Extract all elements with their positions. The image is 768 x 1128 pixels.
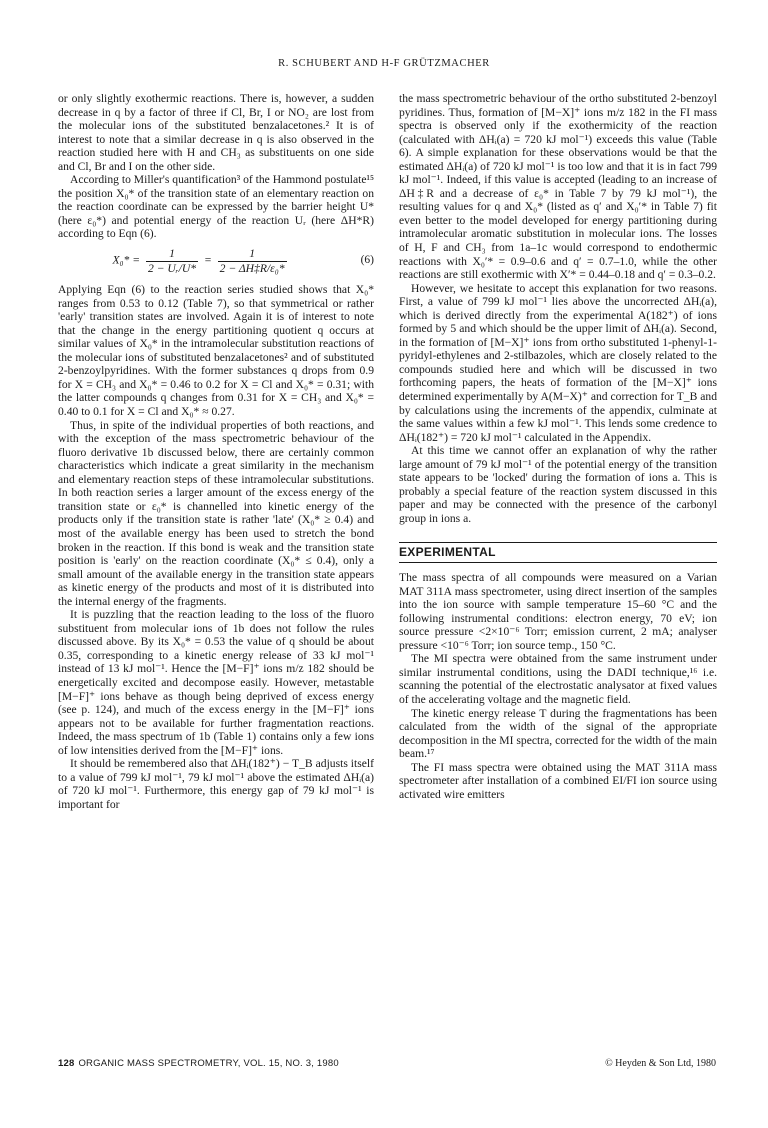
paragraph: The FI mass spectra were obtained using the MAT 311A mass spectrometer after installation of a combined EI/FI ion source using activated wire emitters	[399, 760, 717, 801]
fraction-1	[146, 247, 198, 275]
journal-citation: ORGANIC MASS SPECTROMETRY, VOL. 15, NO. 3, 1980	[78, 1058, 339, 1069]
equation-number: (6)	[360, 254, 374, 267]
paragraph: The MI spectra were obtained from the same instrument under similar instrumental conditions, using the DADI technique,¹⁶ i.e. scanning the potential of the electrostatic analysator at fixed values of the accelerating voltage and the magnetic field.	[399, 652, 717, 706]
equation-formula	[58, 247, 344, 275]
fraction-denominator: 2 − Uᵣ/U*	[147, 261, 197, 275]
paragraph: Thus, in spite of the individual properties of both reactions, and with the exception of the mass spectrometric behaviour of the fluoro derivative 1b discussed below, there are certainly common characteristics which indicate a great similarity in the mechanism and elementary reaction steps of these intramolecular substitutions. In both reaction series a larger amount of the excess energy of the transition state or ε₀* is channelled into kinetic energy of the products only if the transition state is rather 'late' (X₀* ≥ 0.4) and most of the available energy has been used to stretch the bond broken in the reaction. If this bond is weak and the transition state position is 'early' on the reaction coordinate (X₀* ≤ 0.4), only a small amount of the available energy in the transition state appears as kinetic energy of the products and most of it is distributed into the internal energy of the fragments.	[58, 418, 374, 608]
left-column	[58, 92, 374, 811]
running-head: R. SCHUBERT AND H-F GRÜTZMACHER	[278, 58, 490, 69]
paragraph: the mass spectrometric behaviour of the ortho substituted 2-benzoyl pyridines. Thus, formation of [M−X]⁺ ions m/z 182 in the FI mass spectra is observed only if the exothermicity of the reaction (calculated with ΔHᵢ(a) = 720 kJ mol⁻¹) exceeds this value (Table 6). A simple explanation for these observations would be that the estimated ΔHᵢ(a) of 720 kJ mol⁻¹ is too low and that it is in fact 799 kJ mol⁻¹. Indeed, if this value is accepted (leading to an increase of ΔH‡R and a decrease of ε₀* in Table 7 by 79 kJ mol⁻¹), the resulting values for q and X₀* (listed as q′ and X₀′* in Table 7) fit even better to the model developed for energy partitioning during intramolecular aromatic substitution in molecular ions. The losses of H, F and CH₃ from 1a–1c would correspond to endothermic reactions with X₀′* = 0.9–0.6 and q′ = 0.7–1.0, while the other reactions are still exothermic with X′* = 0.44–0.18 and q′ = 0.3–0.2.	[399, 92, 717, 282]
fraction-denominator: 2 − ΔH‡R/ε₀*	[219, 261, 285, 275]
right-column	[399, 92, 717, 801]
fraction-numerator: 1	[218, 247, 287, 262]
equation-equals: =	[203, 253, 212, 267]
equation-6	[58, 247, 374, 275]
paragraph: It should be remembered also that ΔHᵢ(182⁺) − T_B adjusts itself to a value of 799 kJ mol⁻¹, 79 kJ mol⁻¹ above the estimated ΔHᵢ(a) of 720 kJ mol⁻¹. Furthermore, this energy gap of 79 kJ mol⁻¹ is important for	[58, 757, 374, 811]
paragraph: or only slightly exothermic reactions. There is, however, a sudden decrease in q by a factor of three if Cl, Br, I or NO₂ are lost from the molecular ions of the substituted benzalacetones.² It is of interest to note that a similar decrease in q is also observed in the reaction studied here with H and CH₃ as substituents on one side and Cl, Br and I on the other side.	[58, 92, 374, 173]
page-number: 128	[58, 1058, 75, 1069]
section-heading-block	[399, 542, 717, 564]
fraction-2	[218, 247, 287, 275]
paragraph: The mass spectra of all compounds were measured on a Varian MAT 311A mass spectrometer, using direct insertion of the samples into the ion source with sample temperature 15–60 °C and the following instrumental conditions: electron energy, 70 eV; ion source pressure <2×10⁻⁶ Torr; emission current, 2 mA; analyser pressure <10⁻⁶ Torr; ion source temp., 150 °C.	[399, 571, 717, 652]
paragraph: According to Miller's quantification³ of the Hammond postulate¹⁵ the position X₀* of the transition state of an elementary reaction on the reaction coordinate can be expressed by the barrier height U* (here ε₀*) and potential energy of the reaction Uᵣ (here ΔH*R) according to Eqn (6).	[58, 173, 374, 241]
copyright-notice: © Heyden & Son Ltd, 1980	[605, 1058, 716, 1069]
section-rule-bottom	[399, 562, 717, 563]
paragraph: Applying Eqn (6) to the reaction series studied shows that X₀* ranges from 0.53 to 0.12 (Table 7), so that symmetrical or rather 'early' transition states are involved. Again it is of interest to note that the change in the energy partitioning quotient q occurs at similar values of X₀* in the intramolecular substitution reactions of the molecular ions of substituted benzalacetones² and of substituted 2-benzoylpyridines. With the former substances q drops from 0.9 for X = CH₃ and X₀* = 0.46 to 0.2 for X = Cl and X₀* = 0.31; with the latter compounds q changes from 0.31 for X = CH₃ and X₀* = 0.40 to 0.1 for X = Cl and X₀* ≈ 0.27.	[58, 283, 374, 419]
paragraph: However, we hesitate to accept this explanation for two reasons. First, a value of 799 kJ mol⁻¹ lies above the uncorrected ΔHᵢ(a), which is derived directly from the experimental A(182⁺) of ions formed by 5 and which should be the upper limit of ΔHᵢ(a). Second, in the formation of [M−X]⁺ ions from ortho substituted 1-phenyl-1-pyridyl-ethylenes and 2-stilbazoles, which are closely related to the compounds studied here and which will be discussed in two forthcoming papers, the heats of formation of the [M−X]⁺ ions determined experimentally by A(M−X)⁺ and correction for T_B and by calculations using the increments of the appendix, culminate at the same values within a few kJ mol⁻¹. This lends some credence to ΔHᵢ(182⁺) = 720 kJ mol⁻¹ calculated in the Appendix.	[399, 281, 717, 444]
paragraph: At this time we cannot offer an explanation of why the rather large amount of 79 kJ mol⁻¹ of the potential energy of the transition state appears to be 'locked' during the formation of ions a. This is probably a special feature of the reaction system discussed in this paper and may be connected with the presence of the carbonyl group in ions a.	[399, 444, 717, 525]
footer-journal-line	[58, 1058, 339, 1069]
paragraph: It is puzzling that the reaction leading to the loss of the fluoro substituent from molecular ions of 1b does not follow the rules discussed above. By its X₀* = 0.53 the value of q should be about 0.35, corresponding to a kinetic energy release of 33 kJ mol⁻¹ instead of 13 kJ mol⁻¹. Hence the [M−F]⁺ ions m/z 182 should be energetically excited and decompose easily. However, metastable [M−F]⁺ ions behave as though being deprived of excess energy (see p. 124), and much of the excess energy in the [M−F]⁺ ions appears not to be available for further fragmentation reactions. Indeed, the mass spectrum of 1b (Table 1) contains only a few ions of low intensities derived from the [M−F]⁺ ions.	[58, 608, 374, 757]
fraction-numerator: 1	[146, 247, 198, 262]
section-title: EXPERIMENTAL	[399, 544, 496, 559]
paragraph: The kinetic energy release T during the fragmentations has been calculated from the width of the signal of the appropriate decomposition in the MI spectra, corrected for the width of the main beam.¹⁷	[399, 706, 717, 761]
equation-lhs: X₀* =	[112, 253, 141, 267]
